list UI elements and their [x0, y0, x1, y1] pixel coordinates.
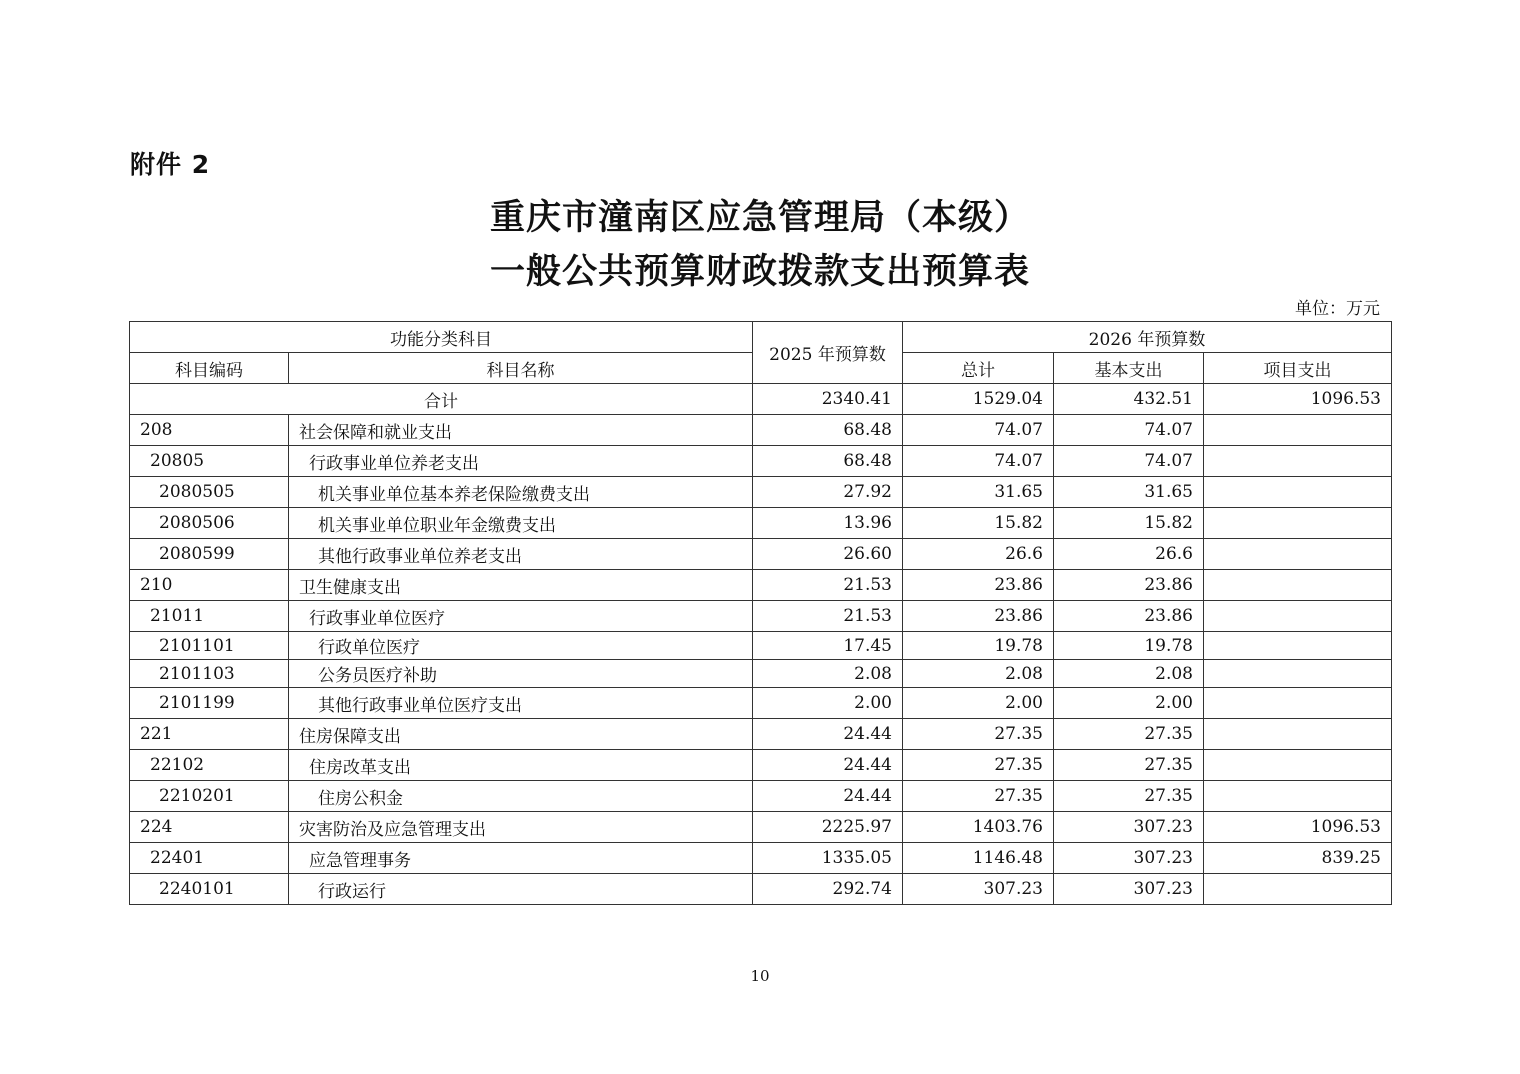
- row-name: 社会保障和就业支出: [289, 415, 753, 446]
- row-basic: 2.08: [1054, 660, 1204, 688]
- row-b2025: 17.45: [753, 632, 903, 660]
- row-b2025: 26.60: [753, 539, 903, 570]
- row-name: 行政事业单位养老支出: [289, 446, 753, 477]
- row-total: 1403.76: [903, 812, 1054, 843]
- row-total: 2.00: [903, 688, 1054, 719]
- row-name: 卫生健康支出: [289, 570, 753, 601]
- row-basic: 23.86: [1054, 570, 1204, 601]
- row-total: 1146.48: [903, 843, 1054, 874]
- unit-label: 单位：万元: [1295, 299, 1380, 319]
- row-b2025: 24.44: [753, 750, 903, 781]
- row-name: 其他行政事业单位医疗支出: [289, 688, 753, 719]
- row-project: [1204, 781, 1392, 812]
- summary-label: 合计: [130, 384, 753, 415]
- table-row: [130, 508, 1392, 539]
- row-name: 应急管理事务: [289, 843, 753, 874]
- row-b2025: 21.53: [753, 570, 903, 601]
- table-row: [130, 812, 1392, 843]
- table-row: [130, 719, 1392, 750]
- row-code: 2210201: [130, 781, 289, 812]
- row-total: 15.82: [903, 508, 1054, 539]
- summary-b2025: 2340.41: [753, 384, 903, 415]
- row-b2025: 24.44: [753, 719, 903, 750]
- table-row: [130, 688, 1392, 719]
- header-code: 科目编码: [130, 353, 289, 384]
- row-code: 22102: [130, 750, 289, 781]
- row-name: 住房改革支出: [289, 750, 753, 781]
- row-total: 19.78: [903, 632, 1054, 660]
- row-code: 208: [130, 415, 289, 446]
- row-code: 2101103: [130, 660, 289, 688]
- header-project: 项目支出: [1204, 353, 1392, 384]
- row-name: 公务员医疗补助: [289, 660, 753, 688]
- summary-project: 1096.53: [1204, 384, 1392, 415]
- table-row: [130, 601, 1392, 632]
- row-project: [1204, 570, 1392, 601]
- row-total: 27.35: [903, 781, 1054, 812]
- row-total: 27.35: [903, 719, 1054, 750]
- row-basic: 27.35: [1054, 750, 1204, 781]
- row-total: 307.23: [903, 874, 1054, 905]
- attachment-label: 附件 2: [130, 150, 211, 179]
- page-title-line2: 一般公共预算财政拨款支出预算表: [489, 252, 1030, 292]
- row-b2025: 27.92: [753, 477, 903, 508]
- header-budget-2026: 2026 年预算数: [903, 322, 1392, 353]
- row-code: 2080505: [130, 477, 289, 508]
- row-project: [1204, 719, 1392, 750]
- row-basic: 26.6: [1054, 539, 1204, 570]
- row-b2025: 24.44: [753, 781, 903, 812]
- row-basic: 307.23: [1054, 874, 1204, 905]
- row-total: 2.08: [903, 660, 1054, 688]
- row-total: 31.65: [903, 477, 1054, 508]
- row-basic: 74.07: [1054, 446, 1204, 477]
- table-row: [130, 632, 1392, 660]
- row-name: 行政运行: [289, 874, 753, 905]
- row-project: [1204, 508, 1392, 539]
- row-b2025: 13.96: [753, 508, 903, 539]
- row-code: 22401: [130, 843, 289, 874]
- row-name: 行政事业单位医疗: [289, 601, 753, 632]
- row-project: [1204, 415, 1392, 446]
- row-name: 行政单位医疗: [289, 632, 753, 660]
- row-total: 23.86: [903, 570, 1054, 601]
- row-code: 21011: [130, 601, 289, 632]
- row-name: 住房保障支出: [289, 719, 753, 750]
- row-basic: 23.86: [1054, 601, 1204, 632]
- table-row: [130, 539, 1392, 570]
- table-row: [130, 781, 1392, 812]
- row-project: [1204, 632, 1392, 660]
- page-number: 10: [750, 967, 770, 985]
- table-row: [130, 750, 1392, 781]
- row-total: 26.6: [903, 539, 1054, 570]
- row-code: 2240101: [130, 874, 289, 905]
- row-code: 210: [130, 570, 289, 601]
- row-project: [1204, 688, 1392, 719]
- row-basic: 307.23: [1054, 843, 1204, 874]
- summary-total: 1529.04: [903, 384, 1054, 415]
- table-row: [130, 874, 1392, 905]
- table-row: [130, 843, 1392, 874]
- header-functional-category: 功能分类科目: [130, 322, 753, 353]
- budget-table: [129, 321, 1392, 905]
- row-basic: 19.78: [1054, 632, 1204, 660]
- table-row: [130, 415, 1392, 446]
- row-name: 机关事业单位职业年金缴费支出: [289, 508, 753, 539]
- row-project: [1204, 539, 1392, 570]
- table-body: [130, 384, 1392, 905]
- row-project: [1204, 750, 1392, 781]
- table-row: [130, 570, 1392, 601]
- row-project: 839.25: [1204, 843, 1392, 874]
- summary-row: [130, 384, 1392, 415]
- row-basic: 15.82: [1054, 508, 1204, 539]
- row-total: 27.35: [903, 750, 1054, 781]
- header-basic: 基本支出: [1054, 353, 1204, 384]
- row-basic: 31.65: [1054, 477, 1204, 508]
- row-code: 20805: [130, 446, 289, 477]
- page-title-line1: 重庆市潼南区应急管理局（本级）: [489, 198, 1030, 238]
- header-total: 总计: [903, 353, 1054, 384]
- row-name: 住房公积金: [289, 781, 753, 812]
- row-code: 221: [130, 719, 289, 750]
- row-b2025: 1335.05: [753, 843, 903, 874]
- row-b2025: 292.74: [753, 874, 903, 905]
- row-basic: 74.07: [1054, 415, 1204, 446]
- row-code: 2101199: [130, 688, 289, 719]
- row-total: 74.07: [903, 415, 1054, 446]
- row-name: 灾害防治及应急管理支出: [289, 812, 753, 843]
- row-project: [1204, 601, 1392, 632]
- row-b2025: 68.48: [753, 446, 903, 477]
- row-code: 224: [130, 812, 289, 843]
- row-basic: 2.00: [1054, 688, 1204, 719]
- summary-basic: 432.51: [1054, 384, 1204, 415]
- row-project: [1204, 446, 1392, 477]
- row-project: 1096.53: [1204, 812, 1392, 843]
- row-code: 2101101: [130, 632, 289, 660]
- row-code: 2080506: [130, 508, 289, 539]
- row-b2025: 2225.97: [753, 812, 903, 843]
- row-basic: 307.23: [1054, 812, 1204, 843]
- row-name: 机关事业单位基本养老保险缴费支出: [289, 477, 753, 508]
- row-b2025: 21.53: [753, 601, 903, 632]
- table-row: [130, 660, 1392, 688]
- row-b2025: 2.00: [753, 688, 903, 719]
- row-basic: 27.35: [1054, 781, 1204, 812]
- row-total: 23.86: [903, 601, 1054, 632]
- row-basic: 27.35: [1054, 719, 1204, 750]
- header-budget-2025: 2025 年预算数: [753, 322, 903, 384]
- row-total: 74.07: [903, 446, 1054, 477]
- row-project: [1204, 477, 1392, 508]
- row-code: 2080599: [130, 539, 289, 570]
- row-b2025: 2.08: [753, 660, 903, 688]
- row-b2025: 68.48: [753, 415, 903, 446]
- row-name: 其他行政事业单位养老支出: [289, 539, 753, 570]
- row-project: [1204, 660, 1392, 688]
- table-row: [130, 446, 1392, 477]
- table-row: [130, 477, 1392, 508]
- header-name: 科目名称: [289, 353, 753, 384]
- row-project: [1204, 874, 1392, 905]
